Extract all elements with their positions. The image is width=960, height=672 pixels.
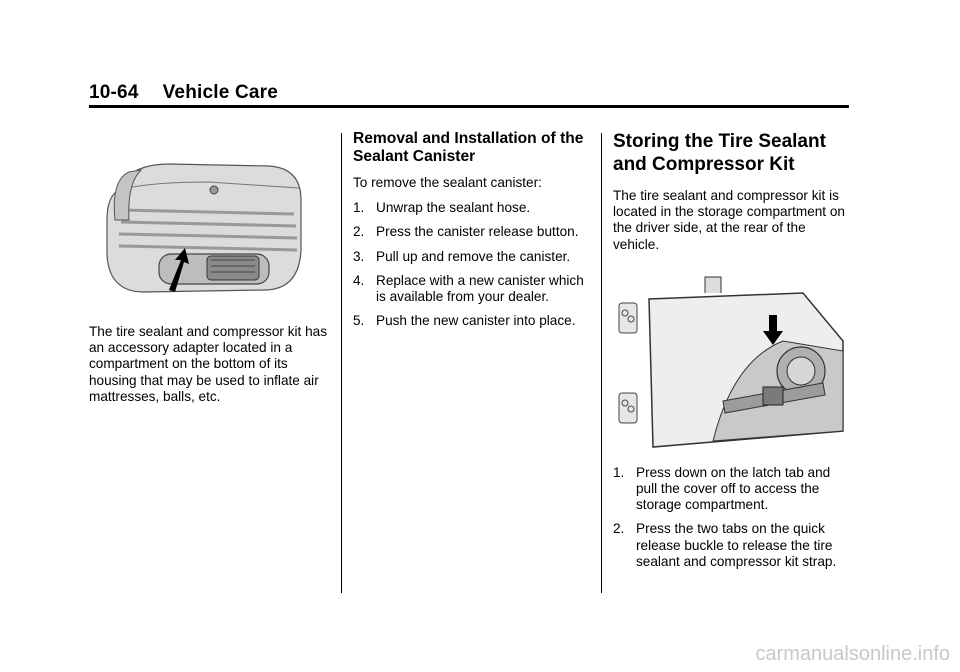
list-item: 1. Unwrap the sealant hose. [353, 200, 531, 216]
column-1 [89, 160, 334, 414]
canister-section-heading: Removal and Installation of the Sealant Canister [353, 130, 584, 165]
list-item: 3. Pull up and remove the canister. [353, 248, 571, 264]
storage-compartment-illustration [613, 271, 845, 451]
section-title: Vehicle Care [162, 82, 279, 103]
compressor-kit-illustration [89, 160, 329, 310]
column-3 [613, 130, 855, 578]
list-item: 1. Press down on the latch tab and pull the cover off to access the storage compartment. [613, 464, 831, 513]
canister-intro: To remove the sealant canister: [353, 175, 542, 190]
list-item: 4. Replace with a new canister which is available from your dealer. [353, 272, 584, 305]
storing-kit-heading: Storing the Tire Sealant and Compressor Kit [613, 131, 826, 175]
canister-steps-list [353, 200, 593, 329]
accessory-adapter-paragraph: The tire sealant and compressor kit has an accessory adapter located in a compartment on the bottom of its housing that may be used to inflate air mattresses, balls, etc. [89, 324, 328, 404]
storage-compartment-drawing [613, 271, 845, 451]
watermark: carmanualsonline.info [755, 643, 950, 665]
compressor-kit-drawing [89, 160, 329, 310]
storage-location-paragraph: The tire sealant and compressor kit is located in the storage compartment on the driver side, at the rear of the vehicle. [613, 188, 845, 252]
list-item: 5. Push the new canister into place. [353, 313, 576, 329]
column-divider-2 [601, 133, 602, 593]
list-item: 2. Press the two tabs on the quick release buckle to release the tire sealant and compressor kit strap. [613, 521, 837, 569]
list-item: 2. Press the canister release button. [353, 224, 579, 240]
header-rule [89, 105, 849, 108]
page-header [89, 82, 278, 104]
column-2 [353, 130, 593, 337]
storage-steps-list [613, 465, 855, 570]
column-divider-1 [341, 133, 342, 593]
page-number: 10-64 [89, 82, 139, 103]
